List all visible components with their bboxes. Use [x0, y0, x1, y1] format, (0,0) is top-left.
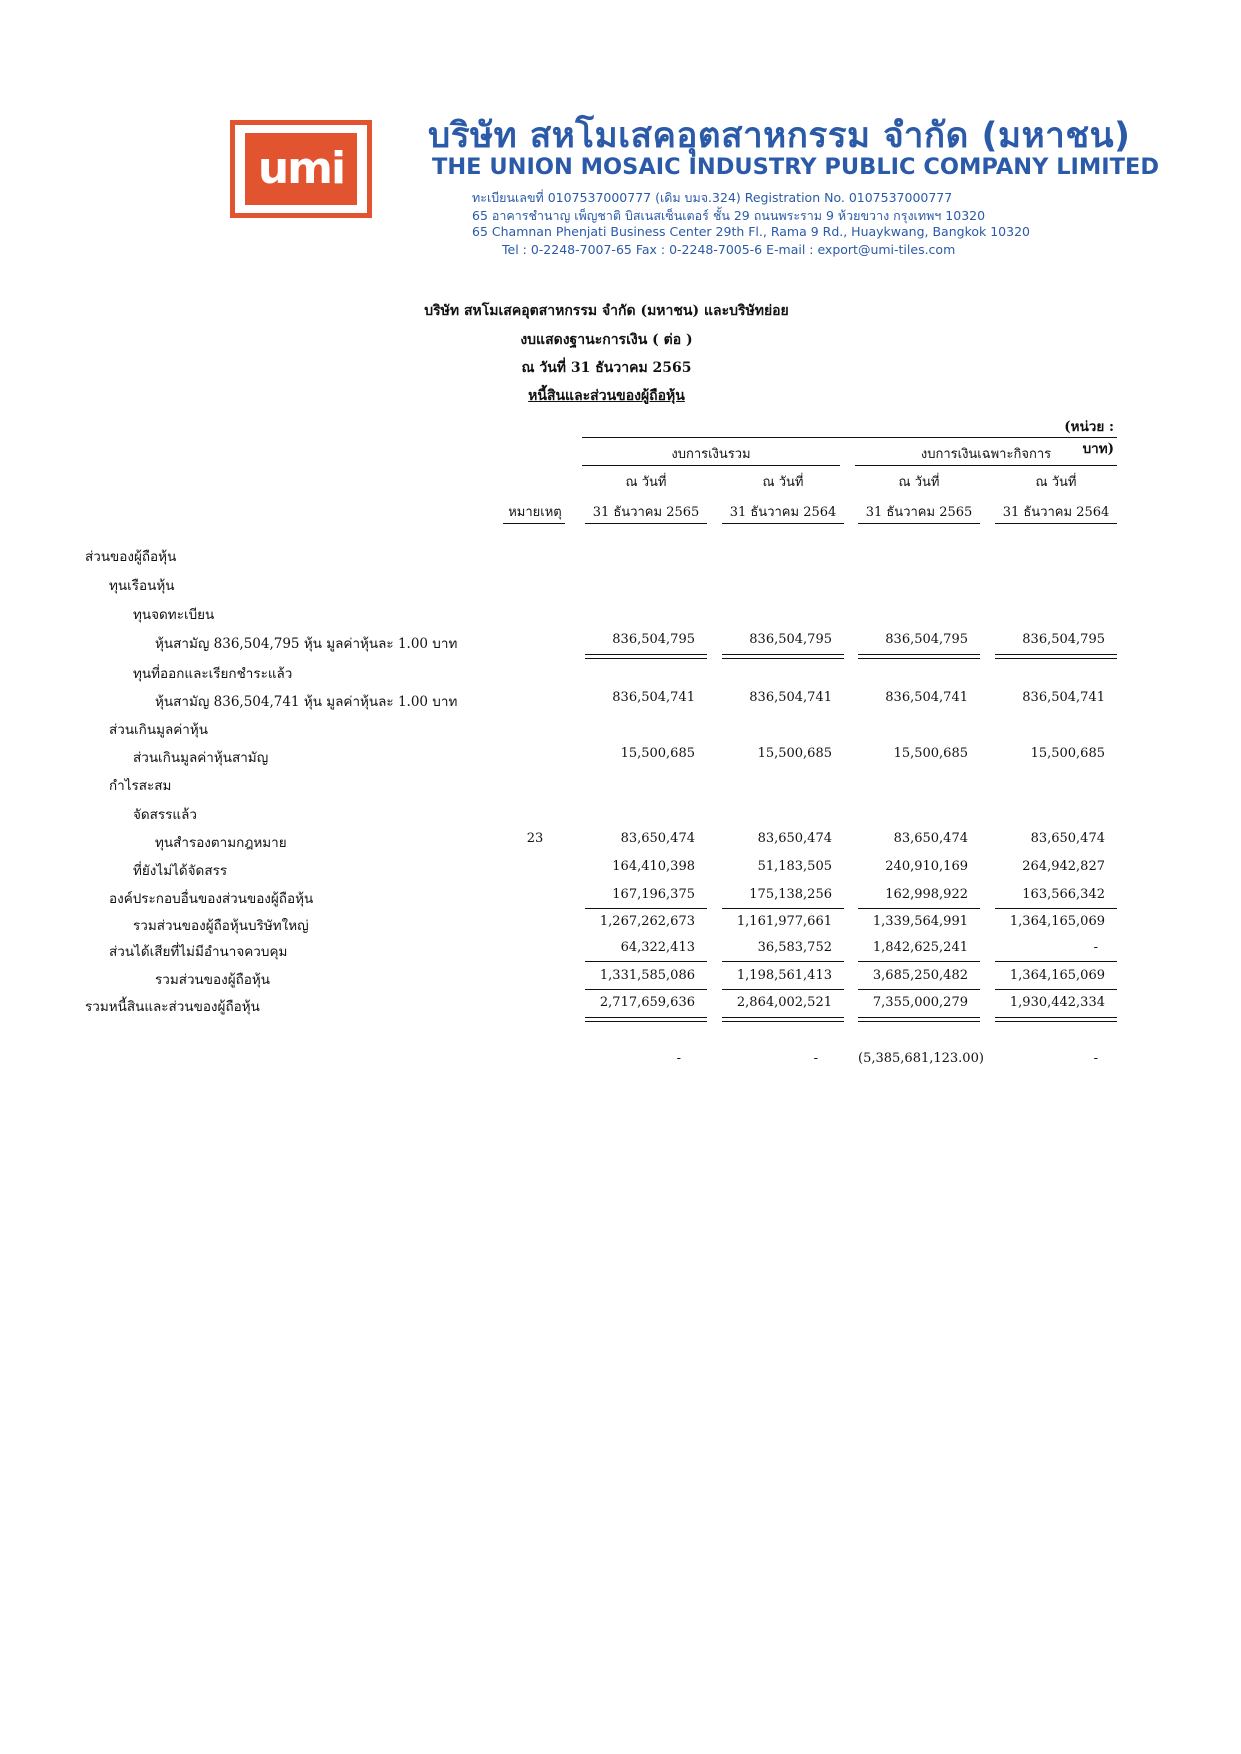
- address-thai-line: 65 อาคารชำนาญ เพ็ญชาติ บิสเนสเซ็นเตอร์ ชั้น 29 ถนนพระราม 9 ห้วยขวาง กรุงเทพฯ 10320: [472, 208, 986, 223]
- val-registered-c3: 836,504,795: [885, 632, 968, 647]
- row-parent-total: รวมส่วนของผู้ถือหุ้นบริษัทใหญ่: [133, 918, 309, 934]
- row-legal-reserve: ทุนสำรองตามกฎหมาย: [155, 835, 287, 851]
- note-header-rule: [503, 523, 565, 524]
- val-legal-reserve-c2: 83,650,474: [757, 831, 832, 846]
- statement-section: หนี้สินและส่วนของผู้ถือหุ้น: [528, 388, 685, 404]
- val-oce-c1: 167,196,375: [612, 887, 695, 902]
- val-equity-total-c1: 1,331,585,086: [599, 968, 695, 983]
- equity-total-rule-c4: [995, 989, 1117, 990]
- row-grand-total: รวมหนี้สินและส่วนของผู้ถือหุ้น: [85, 999, 260, 1015]
- nci-rule-c3: [858, 961, 980, 962]
- grand-total-double-rule-c4: [995, 1017, 1117, 1022]
- val-premium-c3: 15,500,685: [893, 746, 968, 761]
- row-premium-ordinary: ส่วนเกินมูลค่าหุ้นสามัญ: [133, 750, 269, 766]
- val-registered-c1: 836,504,795: [612, 632, 695, 647]
- val-legal-reserve-c3: 83,650,474: [893, 831, 968, 846]
- registered-double-rule-c3: [858, 654, 980, 659]
- row-registered-shares: หุ้นสามัญ 836,504,795 หุ้น มูลค่าหุ้นละ 1.00 บาท: [155, 636, 458, 652]
- registered-double-rule-c2: [722, 654, 844, 659]
- row-retained: กำไรสะสม: [109, 778, 172, 794]
- note-legal-reserve: 23: [526, 831, 544, 846]
- header-top-rule: [582, 437, 1117, 438]
- row-equity-total: รวมส่วนของผู้ถือหุ้น: [155, 972, 271, 988]
- statement-title: งบแสดงฐานะการเงิน ( ต่อ ): [520, 332, 693, 348]
- val-check-c4: -: [1093, 1051, 1098, 1066]
- company-logo: [230, 120, 372, 218]
- oce-rule-c3: [858, 908, 980, 909]
- col2-as-at: ณ วันที่: [762, 475, 804, 490]
- row-issued: ทุนที่ออกและเรียกชำระแล้ว: [133, 666, 293, 682]
- row-equity: ส่วนของผู้ถือหุ้น: [85, 549, 177, 565]
- group-rule-separate: [855, 465, 1117, 466]
- val-parent-total-c2: 1,161,977,661: [736, 914, 832, 929]
- grand-total-double-rule-c1: [585, 1017, 707, 1022]
- val-check-c3: (5,385,681,123.00): [858, 1051, 984, 1066]
- val-premium-c1: 15,500,685: [620, 746, 695, 761]
- row-premium: ส่วนเกินมูลค่าหุ้น: [109, 722, 208, 738]
- row-share-capital: ทุนเรือนหุ้น: [109, 578, 175, 594]
- col1-as-at: ณ วันที่: [625, 475, 667, 490]
- val-equity-total-c3: 3,685,250,482: [872, 968, 968, 983]
- val-registered-c4: 836,504,795: [1022, 632, 1105, 647]
- col2-date: 31 ธันวาคม 2564: [729, 505, 837, 520]
- val-unappropriated-c4: 264,942,827: [1022, 859, 1105, 874]
- registered-double-rule-c4: [995, 654, 1117, 659]
- val-premium-c2: 15,500,685: [757, 746, 832, 761]
- address-english-line: 65 Chamnan Phenjati Business Center 29th Fl., Rama 9 Rd., Huaykwang, Bangkok 10320: [472, 224, 1030, 239]
- row-unappropriated: ที่ยังไม่ได้จัดสรร: [133, 863, 228, 879]
- val-oce-c4: 163,566,342: [1022, 887, 1105, 902]
- oce-rule-c2: [722, 908, 844, 909]
- registration-line: ทะเบียนเลขที่ 0107537000777 (เดิม บมจ.324) Registration No. 0107537000777: [472, 190, 953, 205]
- val-nci-c1: 64,322,413: [620, 940, 695, 955]
- row-appropriated: จัดสรรแล้ว: [133, 807, 197, 823]
- col1-date: 31 ธันวาคม 2565: [592, 505, 700, 520]
- nci-rule-c1: [585, 961, 707, 962]
- statement-company: บริษัท สหโมเสคอุตสาหกรรม จำกัด (มหาชน) และบริษัทย่อย: [424, 303, 789, 319]
- col4-date: 31 ธันวาคม 2564: [1002, 505, 1110, 520]
- col3-date: 31 ธันวาคม 2565: [865, 505, 973, 520]
- val-grand-total-c2: 2,864,002,521: [736, 995, 832, 1010]
- val-issued-c1: 836,504,741: [612, 690, 695, 705]
- val-issued-c4: 836,504,741: [1022, 690, 1105, 705]
- val-legal-reserve-c1: 83,650,474: [620, 831, 695, 846]
- val-premium-c4: 15,500,685: [1030, 746, 1105, 761]
- val-equity-total-c2: 1,198,561,413: [736, 968, 832, 983]
- col4-header-rule: [995, 523, 1117, 524]
- oce-rule-c1: [585, 908, 707, 909]
- val-oce-c2: 175,138,256: [749, 887, 832, 902]
- group-rule-consolidated: [582, 465, 840, 466]
- group-separate: งบการเงินเฉพาะกิจการ: [920, 447, 1052, 462]
- nci-rule-c4: [995, 961, 1117, 962]
- val-unappropriated-c2: 51,183,505: [757, 859, 832, 874]
- col3-header-rule: [858, 523, 980, 524]
- grand-total-double-rule-c2: [722, 1017, 844, 1022]
- val-registered-c2: 836,504,795: [749, 632, 832, 647]
- val-nci-c3: 1,842,625,241: [872, 940, 968, 955]
- row-registered: ทุนจดทะเบียน: [133, 607, 215, 623]
- val-nci-c2: 36,583,752: [757, 940, 832, 955]
- col2-header-rule: [722, 523, 844, 524]
- val-parent-total-c3: 1,339,564,991: [872, 914, 968, 929]
- val-nci-c4: -: [1093, 940, 1098, 955]
- val-grand-total-c1: 2,717,659,636: [599, 995, 695, 1010]
- contact-line: Tel : 0-2248-7007-65 Fax : 0-2248-7005-6 E-mail : export@umi-tiles.com: [502, 242, 956, 257]
- val-check-c2: -: [813, 1051, 818, 1066]
- val-equity-total-c4: 1,364,165,069: [1009, 968, 1105, 983]
- val-parent-total-c4: 1,364,165,069: [1009, 914, 1105, 929]
- val-parent-total-c1: 1,267,262,673: [599, 914, 695, 929]
- row-nci: ส่วนได้เสียที่ไม่มีอำนาจควบคุม: [109, 944, 288, 960]
- val-issued-c3: 836,504,741: [885, 690, 968, 705]
- registered-double-rule-c1: [585, 654, 707, 659]
- statement-date: ณ วันที่ 31 ธันวาคม 2565: [521, 360, 692, 376]
- equity-total-rule-c1: [585, 989, 707, 990]
- col4-as-at: ณ วันที่: [1035, 475, 1077, 490]
- equity-total-rule-c3: [858, 989, 980, 990]
- company-name-english: THE UNION MOSAIC INDUSTRY PUBLIC COMPANY LIMITED: [432, 154, 1160, 180]
- val-issued-c2: 836,504,741: [749, 690, 832, 705]
- val-check-c1: -: [676, 1051, 681, 1066]
- val-grand-total-c4: 1,930,442,334: [1009, 995, 1105, 1010]
- row-other-components: องค์ประกอบอื่นของส่วนของผู้ถือหุ้น: [109, 891, 314, 907]
- val-grand-total-c3: 7,355,000,279: [872, 995, 968, 1010]
- col-note-header: หมายเหตุ: [508, 505, 562, 520]
- row-issued-shares: หุ้นสามัญ 836,504,741 หุ้น มูลค่าหุ้นละ 1.00 บาท: [155, 694, 458, 710]
- val-oce-c3: 162,998,922: [885, 887, 968, 902]
- unit-label: (หน่วย : บาท): [1064, 419, 1114, 457]
- company-name-thai: บริษัท สหโมเสคอุตสาหกรรม จำกัด (มหาชน): [428, 116, 1131, 156]
- grand-total-double-rule-c3: [858, 1017, 980, 1022]
- val-legal-reserve-c4: 83,650,474: [1030, 831, 1105, 846]
- equity-total-rule-c2: [722, 989, 844, 990]
- logo-text: umi: [257, 143, 345, 194]
- oce-rule-c4: [995, 908, 1117, 909]
- col1-header-rule: [585, 523, 707, 524]
- val-unappropriated-c3: 240,910,169: [885, 859, 968, 874]
- group-consolidated: งบการเงินรวม: [671, 447, 751, 462]
- col3-as-at: ณ วันที่: [898, 475, 940, 490]
- val-unappropriated-c1: 164,410,398: [612, 859, 695, 874]
- nci-rule-c2: [722, 961, 844, 962]
